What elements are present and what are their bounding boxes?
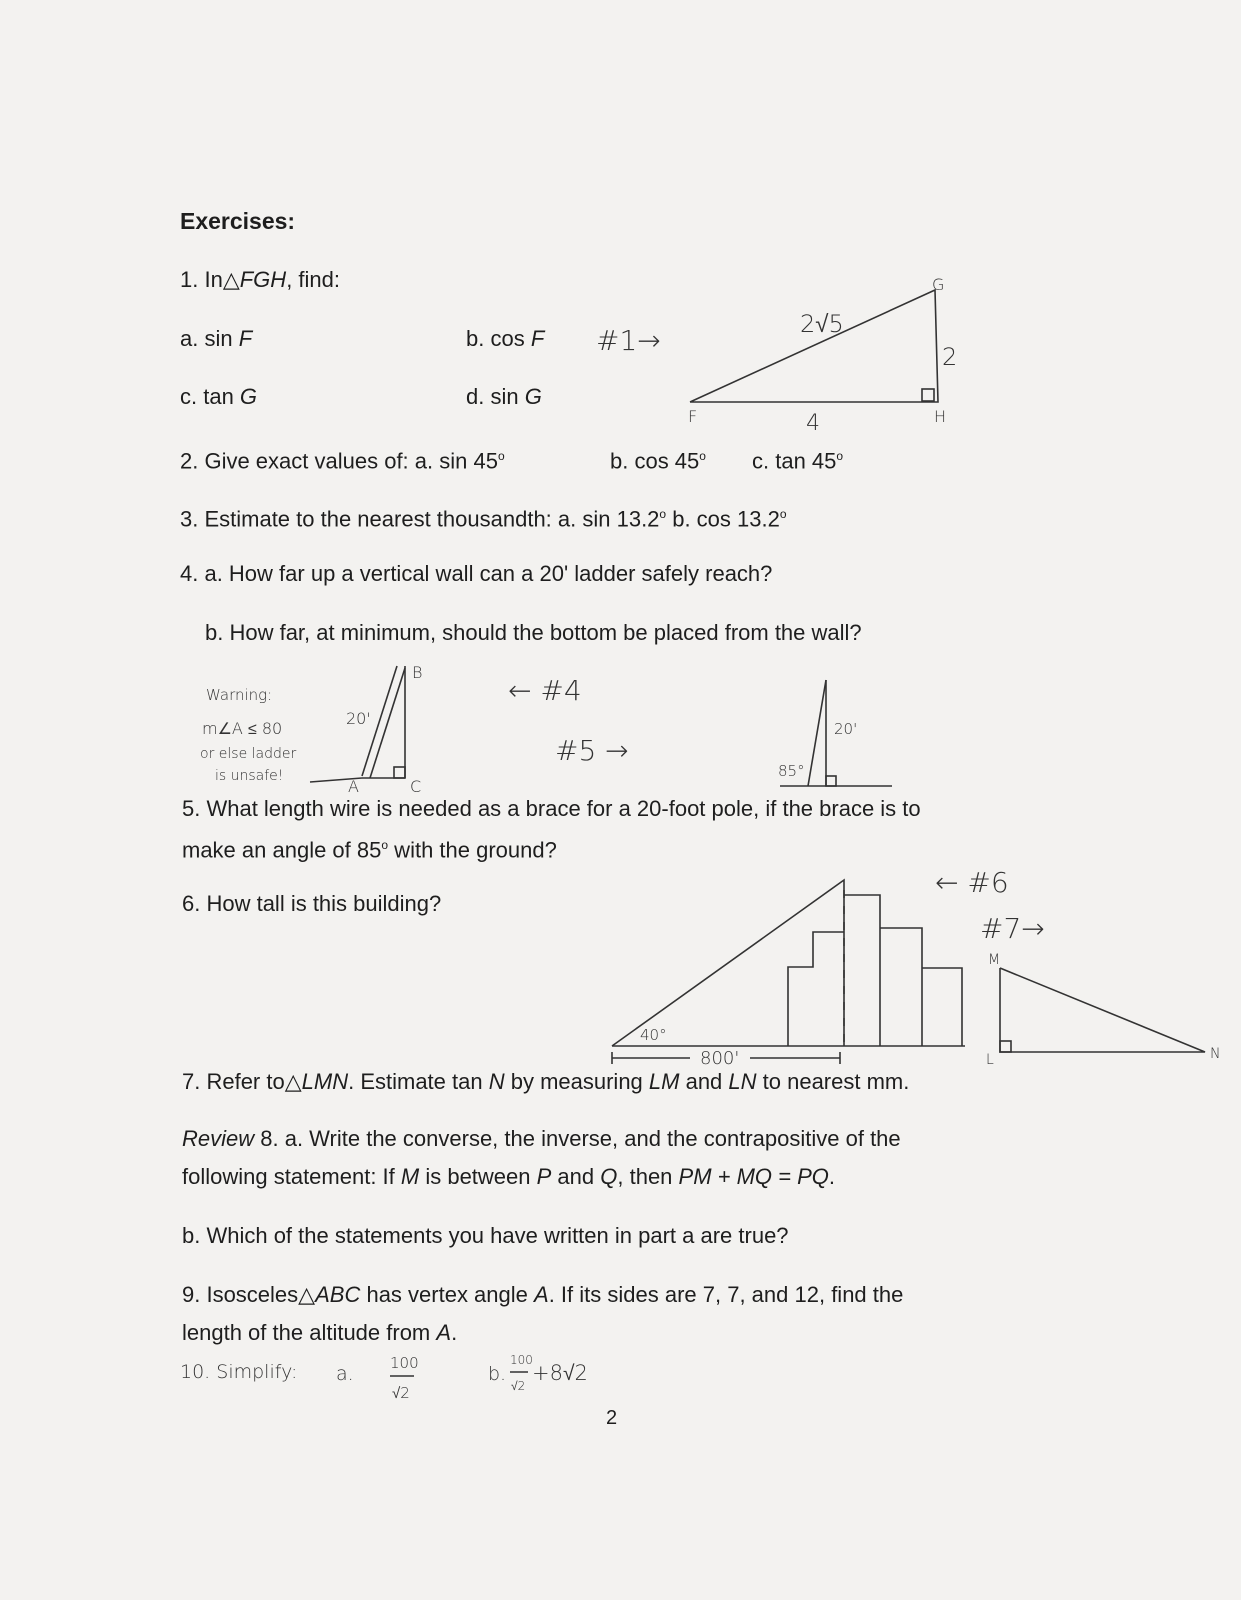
- question-10: [180, 1353, 588, 1402]
- q10b-plus-term: +8√2: [532, 1361, 588, 1385]
- question-8a: Review 8. a. Write the converse, the inverse, and the contrapositive of the: [182, 1126, 901, 1151]
- vertex-m: M: [988, 952, 1001, 968]
- question-8b: b. Which of the statements you have written in part a are true?: [182, 1223, 789, 1248]
- building-angle: 40°: [640, 1026, 667, 1044]
- fig1-hyp: 2√5: [800, 310, 844, 338]
- triangle-fgh-figure: [596, 275, 957, 436]
- question-6: 6. How tall is this building?: [182, 891, 442, 916]
- fig4-label: ← #4: [508, 674, 582, 707]
- fig5-label: #5 →: [555, 734, 629, 767]
- question-9-line2: length of the altitude from A.: [182, 1320, 458, 1345]
- page-number: 2: [606, 1407, 618, 1429]
- question-7: 7. Refer to△LMN. Estimate tan N by measuring LM and LN to nearest mm.: [182, 1069, 910, 1094]
- fig1-label: #1→: [596, 324, 661, 357]
- question-4b: b. How far, at minimum, should the bottom be placed from the wall?: [205, 620, 862, 645]
- q10b-label: b.: [488, 1363, 507, 1385]
- fig7-label: #7→: [980, 912, 1045, 945]
- fig6-label: ← #6: [935, 866, 1009, 899]
- pole-angle: 85°: [778, 762, 805, 780]
- question-5-line2: make an angle of 85$^o$ with the ground?: [182, 837, 557, 863]
- question-5: 5. What length wire is needed as a brace for a 20-foot pole, if the brace is to: [182, 796, 921, 821]
- building-figure: [612, 866, 1045, 1069]
- question-8a-line2: following statement: If M is between P and Q, then PM + MQ = PQ.: [182, 1164, 836, 1189]
- vertex-h: H: [934, 407, 947, 426]
- q1-d: d. sin G: [466, 384, 542, 409]
- vertex-l: L: [986, 1052, 994, 1068]
- heading: Exercises:: [180, 208, 296, 234]
- question-2: 2. Give exact values of: a. sin 45$^o$: [180, 448, 505, 474]
- vertex-f: F: [688, 407, 698, 426]
- q10a-denominator: √2: [392, 1384, 410, 1402]
- warning-line-1: Warning:: [206, 686, 273, 704]
- warning-line-3: or else ladder: [200, 746, 297, 762]
- fig1-base: 4: [806, 411, 820, 436]
- vertex-g: G: [932, 275, 945, 294]
- q10-label: 10. Simplify:: [180, 1361, 298, 1383]
- q1-a: a. sin F: [180, 326, 253, 351]
- q1-c: c. tan G: [180, 384, 258, 409]
- vertex-n: N: [1210, 1046, 1221, 1062]
- triangle-lmn-figure: [986, 952, 1220, 1068]
- warning-line-4: is unsafe!: [215, 768, 284, 784]
- question-4a: 4. a. How far up a vertical wall can a 20' ladder safely reach?: [180, 561, 773, 586]
- ladder-figure: [200, 663, 629, 796]
- question-9: 9. Isosceles△ABC has vertex angle A. If its sides are 7, 7, and 12, find the: [182, 1282, 904, 1307]
- fig1-side: 2: [942, 343, 958, 371]
- q10b-denominator: √2: [511, 1379, 526, 1393]
- q2-c: c. tan 45$^o$: [752, 448, 844, 474]
- q10a-label: a.: [336, 1363, 354, 1385]
- question-3: 3. Estimate to the nearest thousandth: a. sin 13.2$^o$ b. cos 13.2$^o$: [180, 506, 787, 532]
- q1-b: b. cos F: [466, 326, 545, 351]
- pole-figure: [778, 680, 892, 786]
- vertex-a: A: [348, 777, 359, 796]
- ladder-length: 20': [346, 709, 371, 728]
- vertex-c: C: [410, 777, 422, 796]
- vertex-b: B: [412, 663, 423, 682]
- q10a-numerator: 100: [390, 1354, 419, 1372]
- q10b-numerator: 100: [510, 1353, 533, 1367]
- q2-b: b. cos 45$^o$: [610, 448, 706, 474]
- warning-line-2: m∠A ≤ 80: [202, 719, 283, 738]
- question-1: 1. In△FGH, find:: [180, 267, 340, 292]
- building-distance: 800': [700, 1048, 740, 1069]
- pole-length: 20': [834, 720, 858, 738]
